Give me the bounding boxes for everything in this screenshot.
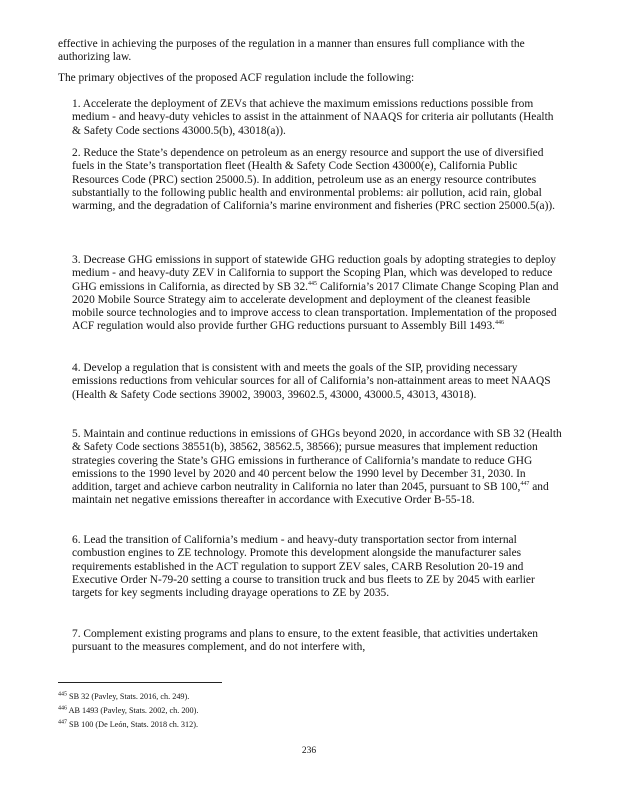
objectives-heading: The primary objectives of the proposed ACF regulation include the following: [58, 72, 415, 84]
objective-item-5: 5. Maintain and continue reductions in emissions of GHGs beyond 2020, in accordance with SB 32 (Health & Safety Code sections 38551(b), 38562, 38562.5, 38566); pursue measures that implement reduction strategies covering the State’s GHG emissions in furtherance of California’s mandate to reduce GHG emissions to the 1990 level by 2020 and 40 percent below the 1990 level by December 31, 2030. In addition, target and achieve carbon neutrality in California no later than 2045, pursuant to SB 100,$^{447}$ and maintain net negative emissions thereafter in accordance with Executive Order B-55-18. [72, 428, 562, 507]
objective-item-7: 7. Complement existing programs and plans to ensure, to the extent feasible, that activities undertaken pursuant to the measures complement, and do not interfere with, [72, 628, 538, 654]
footnote-ref-447: 447 [520, 481, 530, 488]
page-number: 236 [301, 746, 317, 756]
objective-item-2: 2. Reduce the State’s dependence on petroleum as an energy resource and support the use of diversified fuels in the State’s transportation fleet (Health & Safety Code Section 43000(e), California Public Resources Code (PRC) section 25000.5). In addition, petroleum use as an energy resource contributes substantially to the following public health and environmental problems: air pollution, acid rain, global warming, and the degradation of California’s marine environment and fisheries (PRC section 25000.5(a)). [72, 147, 556, 213]
intro-continuation: effective in achieving the purposes of the regulation in a manner than ensures full compliance with the authorizing law. [58, 38, 525, 64]
footnote-447: $^{447}$ SB 100 (De León, Stats. 2018 ch. 312). [58, 719, 198, 729]
footnote-ref-446: 446 [495, 320, 504, 327]
footnote-445: $^{445}$ SB 32 (Pavley, Stats. 2016, ch. 249). [58, 691, 190, 701]
footnote-446: $^{446}$ AB 1493 (Pavley, Stats. 2002, ch. 200). [58, 705, 199, 715]
objective-item-3: 3. Decrease GHG emissions in support of statewide GHG reduction goals by adopting strategies to deploy medium - and heavy-duty ZEV in California to support the Scoping Plan, which was developed to reduce GHG emissions in California, as directed by SB 32.$^{445}$ California’s 2017 Climate Change Scoping Plan and 2020 Mobile Source Strategy aim to accelerate development and deployment of the cleanest feasible mobile source technologies and to improve access to clean transportation. Implementation of the proposed ACF regulation would also provide further GHG reductions pursuant to Assembly Bill 1493.$^{446}$ [72, 254, 559, 333]
footnote-divider [58, 682, 222, 683]
objective-item-4: 4. Develop a regulation that is consistent with and meets the goals of the SIP, providing necessary emissions reductions from vehicular sources for all of California’s non-attainment areas to meet NAAQS (Health & Safety Code sections 39002, 39003, 39602.5, 43000, 43000.5, 43013, 43018). [72, 362, 551, 401]
footnote-ref-445: 445 [308, 280, 318, 287]
objective-item-6: 6. Lead the transition of California’s medium - and heavy-duty transportation sector from internal combustion engines to ZE technology. Promote this development alongside the manufacturer sales requirements established in the ACT regulation to support ZEV sales, CARB Resolution 20-19 and Executive Order N-79-20 setting a course to transition truck and bus fleets to ZE by 2045 with earlier targets for key segments including drayage operations to ZE by 2035. [72, 534, 535, 600]
objective-item-1: 1. Accelerate the deployment of ZEVs that achieve the maximum emissions reductions possible from medium - and heavy-duty vehicles to assist in the attainment of NAAQS for criteria air pollutants (Health & Safety Code sections 43000.5(b), 43018(a)). [72, 98, 554, 137]
